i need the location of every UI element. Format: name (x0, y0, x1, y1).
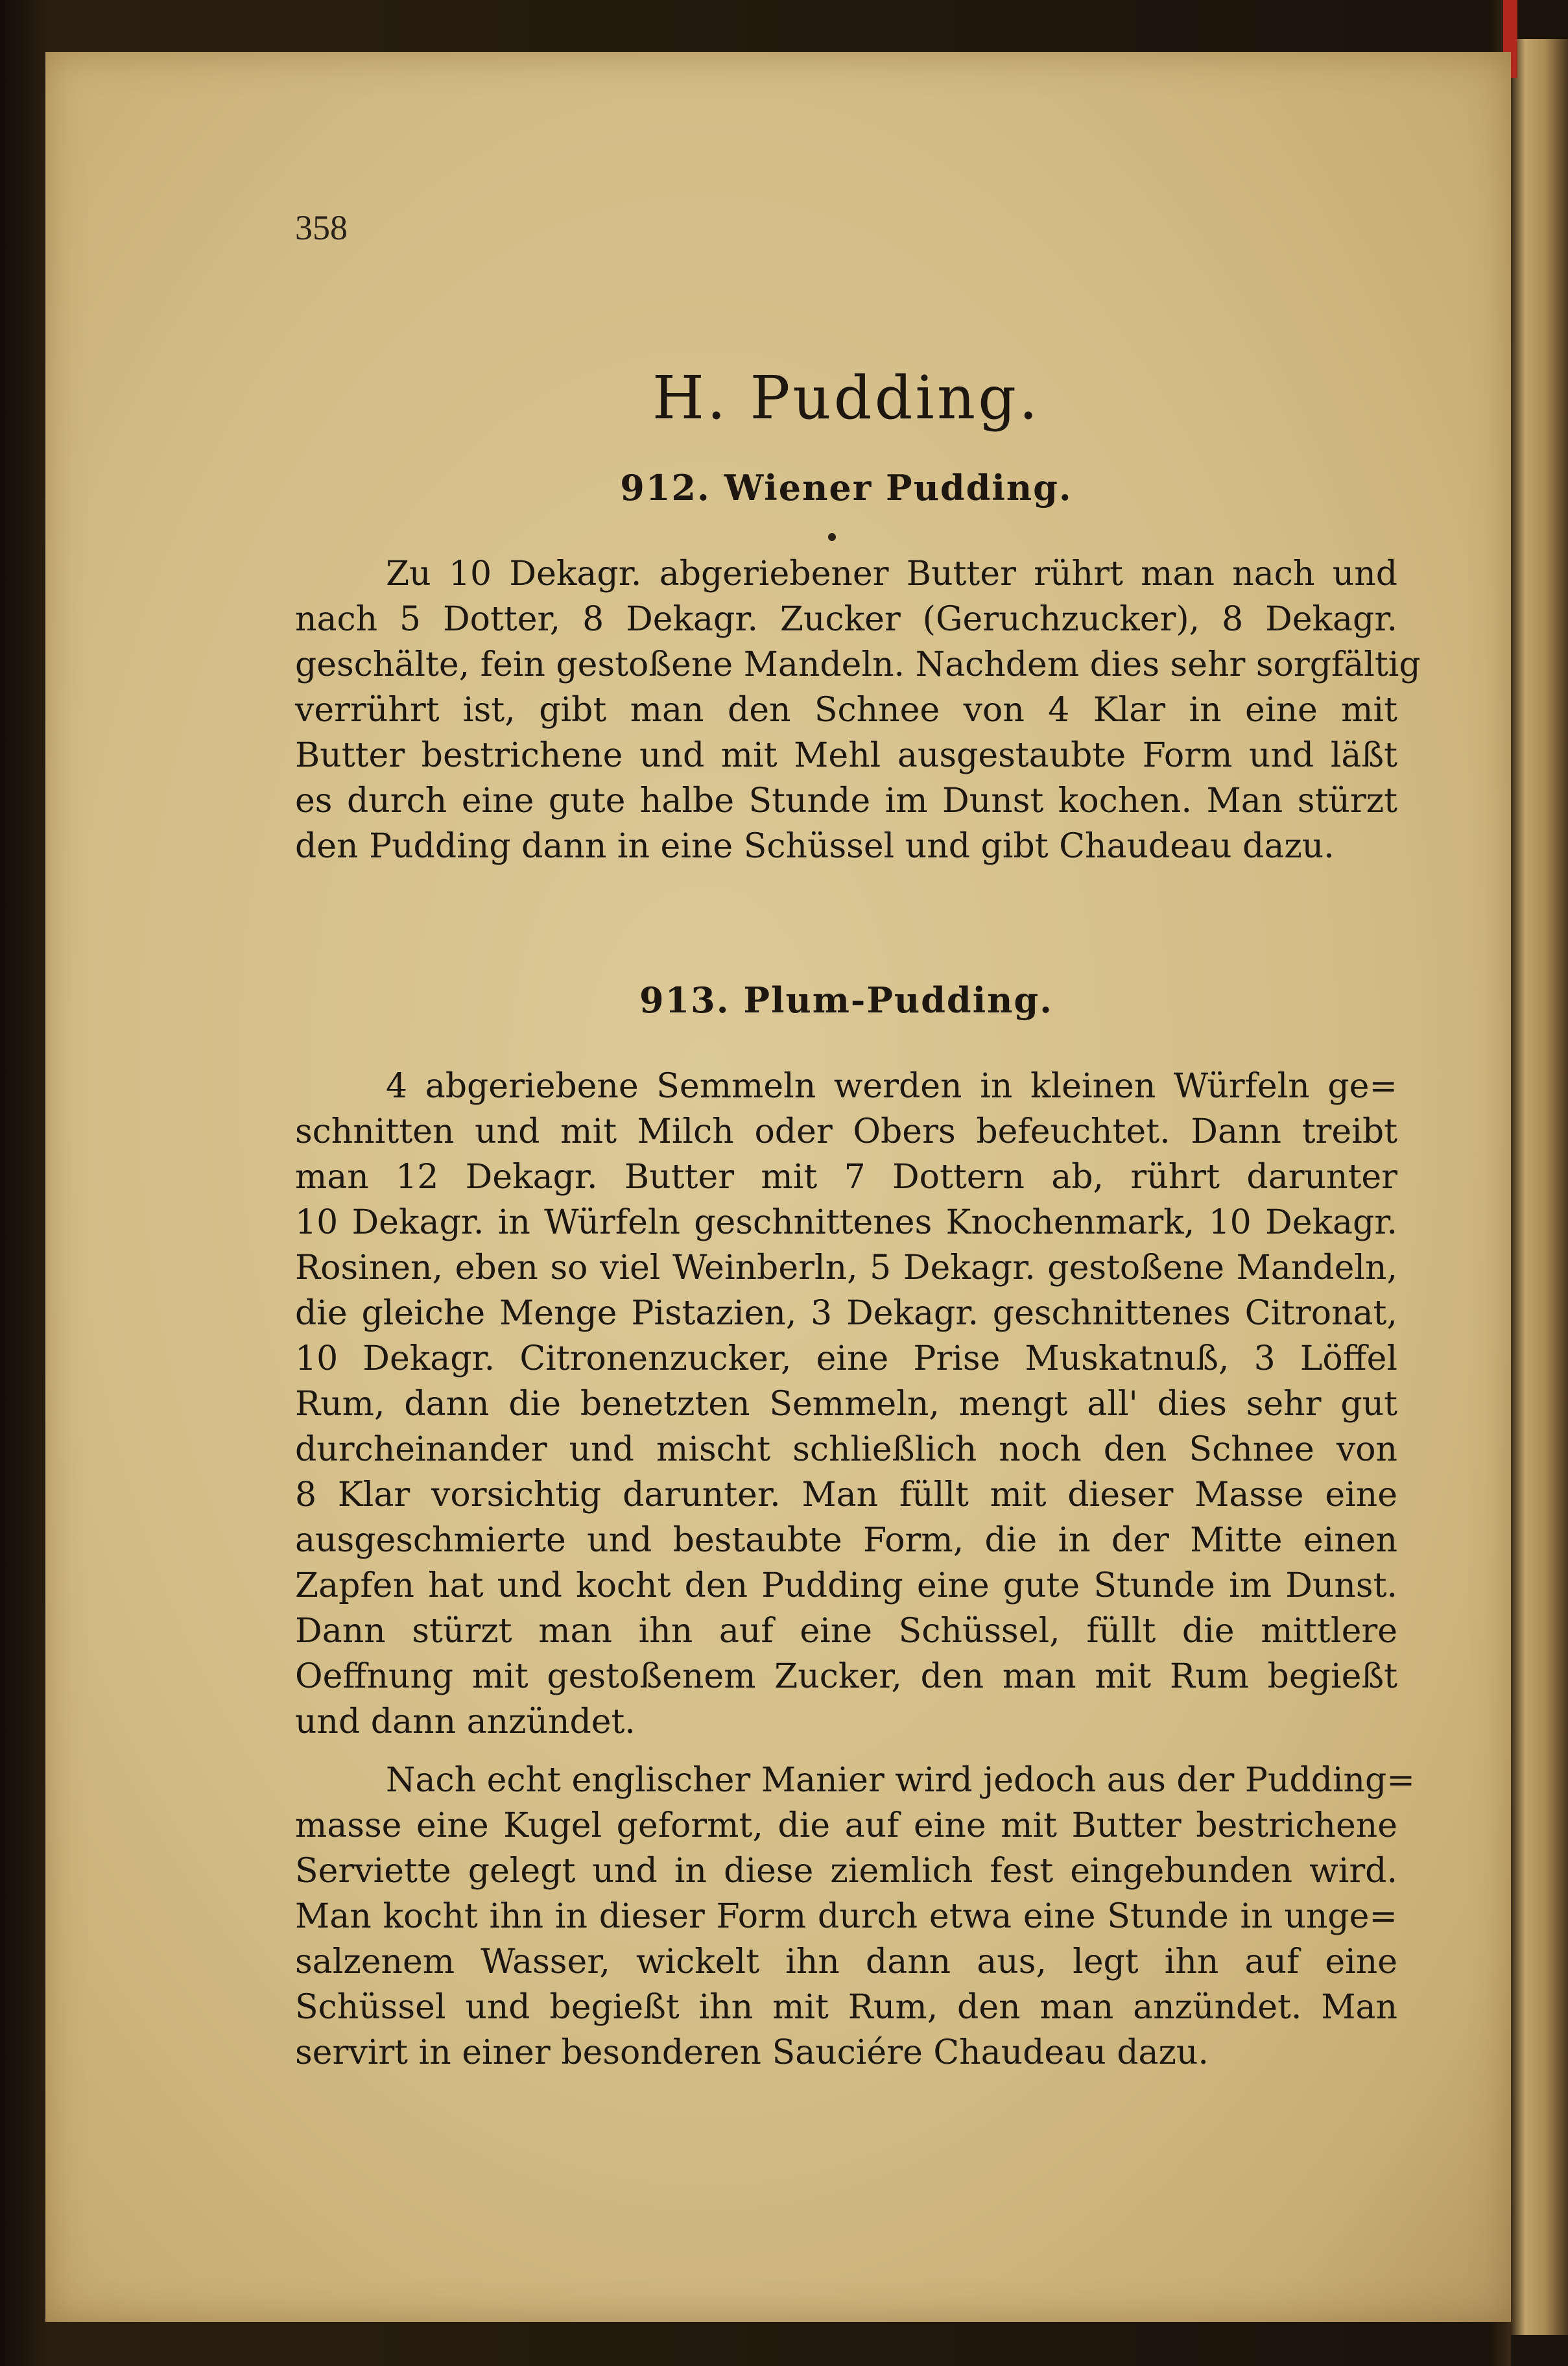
recipe-title-913: 913. Plum-Pudding. (639, 979, 1053, 1021)
page-number: 358 (295, 208, 348, 247)
text-line: Serviette gelegt und in diese ziemlich fest eingebunden wird. (295, 1852, 1397, 1891)
text-line: schnitten und mit Milch oder Obers befeuchtet. Dann treibt (295, 1112, 1397, 1151)
ink-speck (828, 533, 836, 541)
text-line: geschälte, fein gestoßene Mandeln. Nachdem dies sehr sorgfältig (295, 645, 1421, 684)
text-line: 10 Dekagr. Citronenzucker, eine Prise Muskatnuß, 3 Löffel (295, 1339, 1397, 1378)
recipe-913-paragraph-1 (295, 1064, 1397, 1745)
recipe-913-paragraph-2 (295, 1758, 1415, 2075)
text-line: den Pudding dann in eine Schüssel und gibt Chaudeau dazu. (295, 827, 1335, 866)
text-line: salzenem Wasser, wickelt ihn dann aus, legt ihn auf eine (295, 1942, 1397, 1981)
text-line: es durch eine gute halbe Stunde im Dunst kochen. Man stürzt (295, 782, 1397, 820)
section-title: H. Pudding. (652, 363, 1041, 433)
recipe-title-912: 912. Wiener Pudding. (620, 467, 1073, 508)
text-line: und dann anzündet. (295, 1703, 636, 1741)
text-line: Dann stürzt man ihn auf eine Schüssel, füllt die mittlere (295, 1612, 1397, 1651)
text-line: ausgeschmierte und bestaubte Form, die in der Mitte einen (295, 1521, 1397, 1560)
recipe-912-paragraph (295, 551, 1421, 869)
text-line: Man kocht ihn in dieser Form durch etwa eine Stunde in unge= (295, 1897, 1397, 1936)
text-line: Oeffnung mit gestoßenem Zucker, den man mit Rum begießt (295, 1657, 1397, 1696)
text-line: man 12 Dekagr. Butter mit 7 Dottern ab, rührt darunter (295, 1158, 1397, 1197)
text-line: servirt in einer besonderen Sauciére Chaudeau dazu. (295, 2033, 1209, 2072)
text-line: Schüssel und begießt ihn mit Rum, den man anzündet. Man (295, 1988, 1397, 2027)
text-line: die gleiche Menge Pistazien, 3 Dekagr. geschnittenes Citronat, (295, 1294, 1397, 1333)
text-line: Zu 10 Dekagr. abgeriebener Butter rührt man nach und (386, 555, 1397, 593)
text-line: 10 Dekagr. in Würfeln geschnittenes Knochenmark, 10 Dekagr. (295, 1203, 1397, 1242)
text-line: Butter bestrichene und mit Mehl ausgestaubte Form und läßt (295, 736, 1397, 775)
text-line: Zapfen hat und kocht den Pudding eine gute Stunde im Dunst. (295, 1566, 1397, 1605)
text-line: Nach echt englischer Manier wird jedoch aus der Pudding= (386, 1761, 1415, 1800)
text-line: Rosinen, eben so viel Weinberln, 5 Dekagr. gestoßene Mandeln, (295, 1249, 1397, 1287)
text-line: nach 5 Dotter, 8 Dekagr. Zucker (Geruchzucker), 8 Dekagr. (295, 600, 1397, 639)
text-line: 8 Klar vorsichtig darunter. Man füllt mit dieser Masse eine (295, 1476, 1397, 1514)
text-line: 4 abgeriebene Semmeln werden in kleinen Würfeln ge= (386, 1067, 1397, 1106)
text-line: verrührt ist, gibt man den Schnee von 4 Klar in eine mit (295, 691, 1397, 730)
book-binding (1511, 39, 1568, 2335)
text-line: masse eine Kugel geformt, die auf eine mit Butter bestrichene (295, 1806, 1397, 1845)
text-line: Rum, dann die benetzten Semmeln, mengt all' dies sehr gut (295, 1385, 1397, 1424)
text-line: durcheinander und mischt schließlich noch den Schnee von (295, 1430, 1397, 1469)
